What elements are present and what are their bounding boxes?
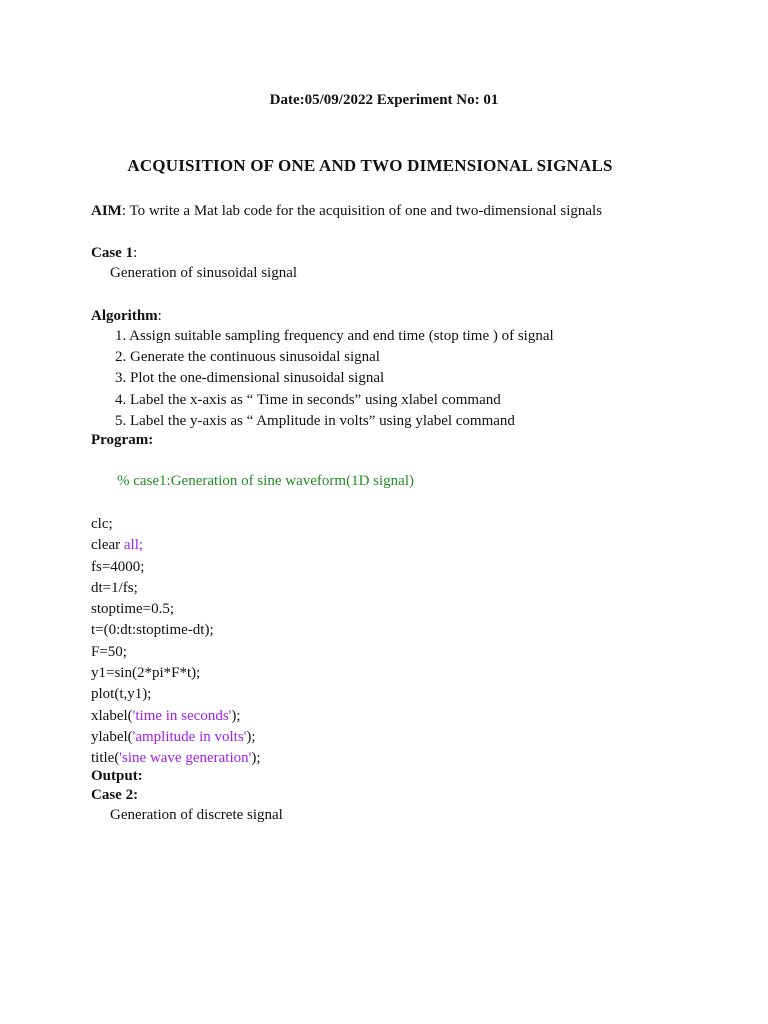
case1-colon: : bbox=[133, 245, 138, 261]
algorithm-step: 1. Assign suitable sampling frequency and end time (stop time ) of signal bbox=[115, 328, 554, 344]
code-line-t: t=(0:dt:stoptime-dt); bbox=[91, 622, 214, 639]
code-comment: % case1:Generation of sine waveform(1D signal) bbox=[117, 473, 414, 489]
code-line-clc: clc; bbox=[91, 516, 113, 532]
case1-description: Generation of sinusoidal signal bbox=[110, 265, 298, 281]
case1-heading bbox=[91, 244, 137, 262]
page-title: ACQUISITION OF ONE AND TWO DIMENSIONAL SIGNALS bbox=[127, 156, 613, 175]
code-line-y1: y1=sin(2*pi*F*t); bbox=[91, 665, 201, 682]
algorithm-colon: : bbox=[157, 308, 162, 324]
case2-description: Generation of discrete signal bbox=[110, 807, 283, 823]
code-block bbox=[91, 514, 261, 770]
code-token: ); bbox=[246, 728, 256, 745]
code-token: clear bbox=[91, 537, 124, 554]
code-token: title( bbox=[91, 750, 120, 767]
code-token: xlabel( bbox=[91, 707, 133, 724]
code-line-dt: dt=1/fs; bbox=[91, 579, 138, 596]
code-line-ylabel bbox=[91, 727, 261, 748]
case1-label: Case 1 bbox=[91, 245, 134, 261]
code-token: ); bbox=[231, 707, 241, 724]
code-string: 'time in seconds' bbox=[132, 707, 232, 724]
code-token: ); bbox=[251, 750, 261, 767]
code-line-title bbox=[91, 748, 261, 769]
algorithm-label: Algorithm bbox=[91, 308, 158, 324]
algorithm-step: 5. Label the y-axis as “ Amplitude in volts” using ylabel command bbox=[115, 413, 515, 429]
code-token: ylabel( bbox=[91, 728, 133, 745]
code-string: 'amplitude in volts' bbox=[132, 728, 247, 745]
program-label: Program: bbox=[91, 432, 154, 448]
algorithm-step: 4. Label the x-axis as “ Time in seconds” using xlabel command bbox=[115, 392, 501, 408]
code-line-F: F=50; bbox=[91, 643, 127, 660]
code-line-xlabel bbox=[91, 706, 261, 727]
case2-label: Case 2: bbox=[91, 787, 139, 803]
aim-text: : To write a Mat lab code for the acquisition of one and two-dimensional signals bbox=[121, 203, 603, 219]
code-keyword: all; bbox=[123, 537, 144, 554]
code-line-clear bbox=[91, 535, 261, 556]
aim-label: AIM bbox=[91, 203, 122, 219]
output-label: Output: bbox=[91, 768, 143, 784]
algorithm-step: 2. Generate the continuous sinusoidal signal bbox=[115, 349, 380, 365]
date-experiment-line: Date:05/09/2022 Experiment No: 01 bbox=[269, 92, 499, 108]
algorithm-heading bbox=[91, 307, 162, 325]
code-line-stoptime: stoptime=0.5; bbox=[91, 601, 175, 618]
aim-paragraph bbox=[91, 203, 602, 220]
algorithm-step: 3. Plot the one-dimensional sinusoidal signal bbox=[115, 370, 385, 386]
code-line-fs: fs=4000; bbox=[91, 558, 145, 575]
code-line-plot: plot(t,y1); bbox=[91, 686, 152, 703]
code-string: 'sine wave generation' bbox=[119, 750, 252, 767]
